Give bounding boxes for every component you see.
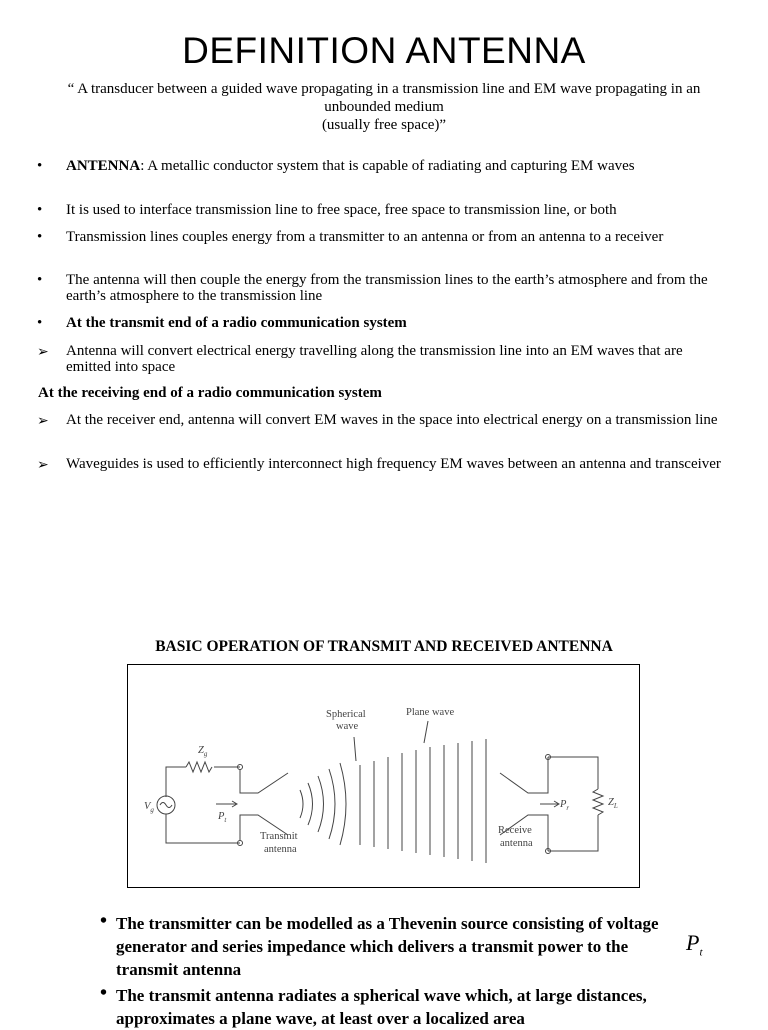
list-item-text: At the transmit end of a radio communication system xyxy=(66,315,407,331)
vg-label: $V_g$ xyxy=(144,801,154,814)
plane-wave-label: Plane wave xyxy=(406,707,455,718)
receive-label-2: antenna xyxy=(500,838,533,849)
figure-title: BASIC OPERATION OF TRANSMIT AND RECEIVED ANTENNA xyxy=(155,638,613,655)
page-title: DEFINITION ANTENNA xyxy=(182,30,586,71)
list-item-text xyxy=(66,158,726,174)
spherical-pointer xyxy=(354,737,356,761)
term-label: ANTENNA xyxy=(66,158,141,174)
load-wire-top xyxy=(548,757,598,789)
arrow-bullet-icon: ➢ xyxy=(37,414,49,429)
source-wire-bottom xyxy=(166,814,240,843)
zl-resistor-icon xyxy=(593,789,603,815)
arrow-bullet-icon: ➢ xyxy=(37,345,49,360)
bullet-marker: • xyxy=(37,272,43,288)
receive-label: Receive xyxy=(498,825,532,836)
arrow-bullet-icon: ➢ xyxy=(37,458,49,473)
bullet-marker: • xyxy=(37,315,43,331)
receiving-heading: At the receiving end of a radio communication system xyxy=(38,385,382,401)
bullet-marker: • xyxy=(100,982,108,1004)
spherical-label: Spherical xyxy=(326,709,366,720)
bullet-marker: • xyxy=(37,202,43,218)
bullet-marker: • xyxy=(100,910,108,932)
sine-icon xyxy=(160,803,172,808)
list-item-text: At the receiver end, antenna will convert EM waves in the space into electrical energy on a transmission line xyxy=(66,412,718,428)
list-item-text: Antenna will convert electrical energy travelling along the transmission line into an EM waves that are emitted into space xyxy=(66,343,683,375)
list-item-text: The antenna will then couple the energy from the transmission lines to the earth’s atmosphere and from the earth’s atmosphere to the transmission line xyxy=(66,272,708,304)
zg-resistor-icon xyxy=(186,762,212,772)
transmit-horn-top xyxy=(240,769,288,793)
definition-quote xyxy=(60,80,708,134)
transmit-label: Transmit xyxy=(260,831,298,842)
list-item-text: Waveguides is used to efficiently interconnect high frequency EM waves between an antenna and transceiver xyxy=(66,456,721,472)
transmit-power-symbol: $P_t$ xyxy=(686,930,703,959)
bullet-marker: • xyxy=(37,229,43,245)
bullet-marker: • xyxy=(37,158,43,174)
spherical-label-2: wave xyxy=(336,721,359,732)
term-definition: : A metallic conductor system that is capable of radiating and capturing EM waves xyxy=(140,158,635,174)
antenna-diagram xyxy=(127,664,640,888)
pt-label: $P_t$ xyxy=(218,811,227,824)
source-wire-top xyxy=(166,767,186,797)
load-wire-bottom xyxy=(548,815,598,851)
list-item-text: Transmission lines couples energy from a transmitter to an antenna or from an antenna to a receiver xyxy=(66,229,664,245)
receive-horn-top xyxy=(500,757,548,793)
quote-line-1: “ A transducer between a guided wave propagating in a transmission line and EM wave propagating in an unbounded medium xyxy=(67,81,701,115)
list-item-text: The transmit antenna radiates a spherical wave which, at large distances, approximates a plane wave, at least over a localized area xyxy=(116,986,647,1028)
list-item-text: The transmitter can be modelled as a Thevenin source consisting of voltage generator and series impedance which delivers a transmit power to the transmit antenna xyxy=(116,914,659,979)
pr-label: $P_r$ xyxy=(560,799,570,812)
quote-line-2: (usually free space)” xyxy=(321,117,447,133)
zg-label: $Z_g$ xyxy=(198,745,208,758)
list-item-text: It is used to interface transmission line to free space, free space to transmission line, or both xyxy=(66,202,617,218)
plane-pointer xyxy=(424,721,428,743)
antenna-diagram-svg xyxy=(128,665,641,889)
transmit-label-2: antenna xyxy=(264,844,297,855)
zl-label: $Z_L$ xyxy=(608,797,618,810)
